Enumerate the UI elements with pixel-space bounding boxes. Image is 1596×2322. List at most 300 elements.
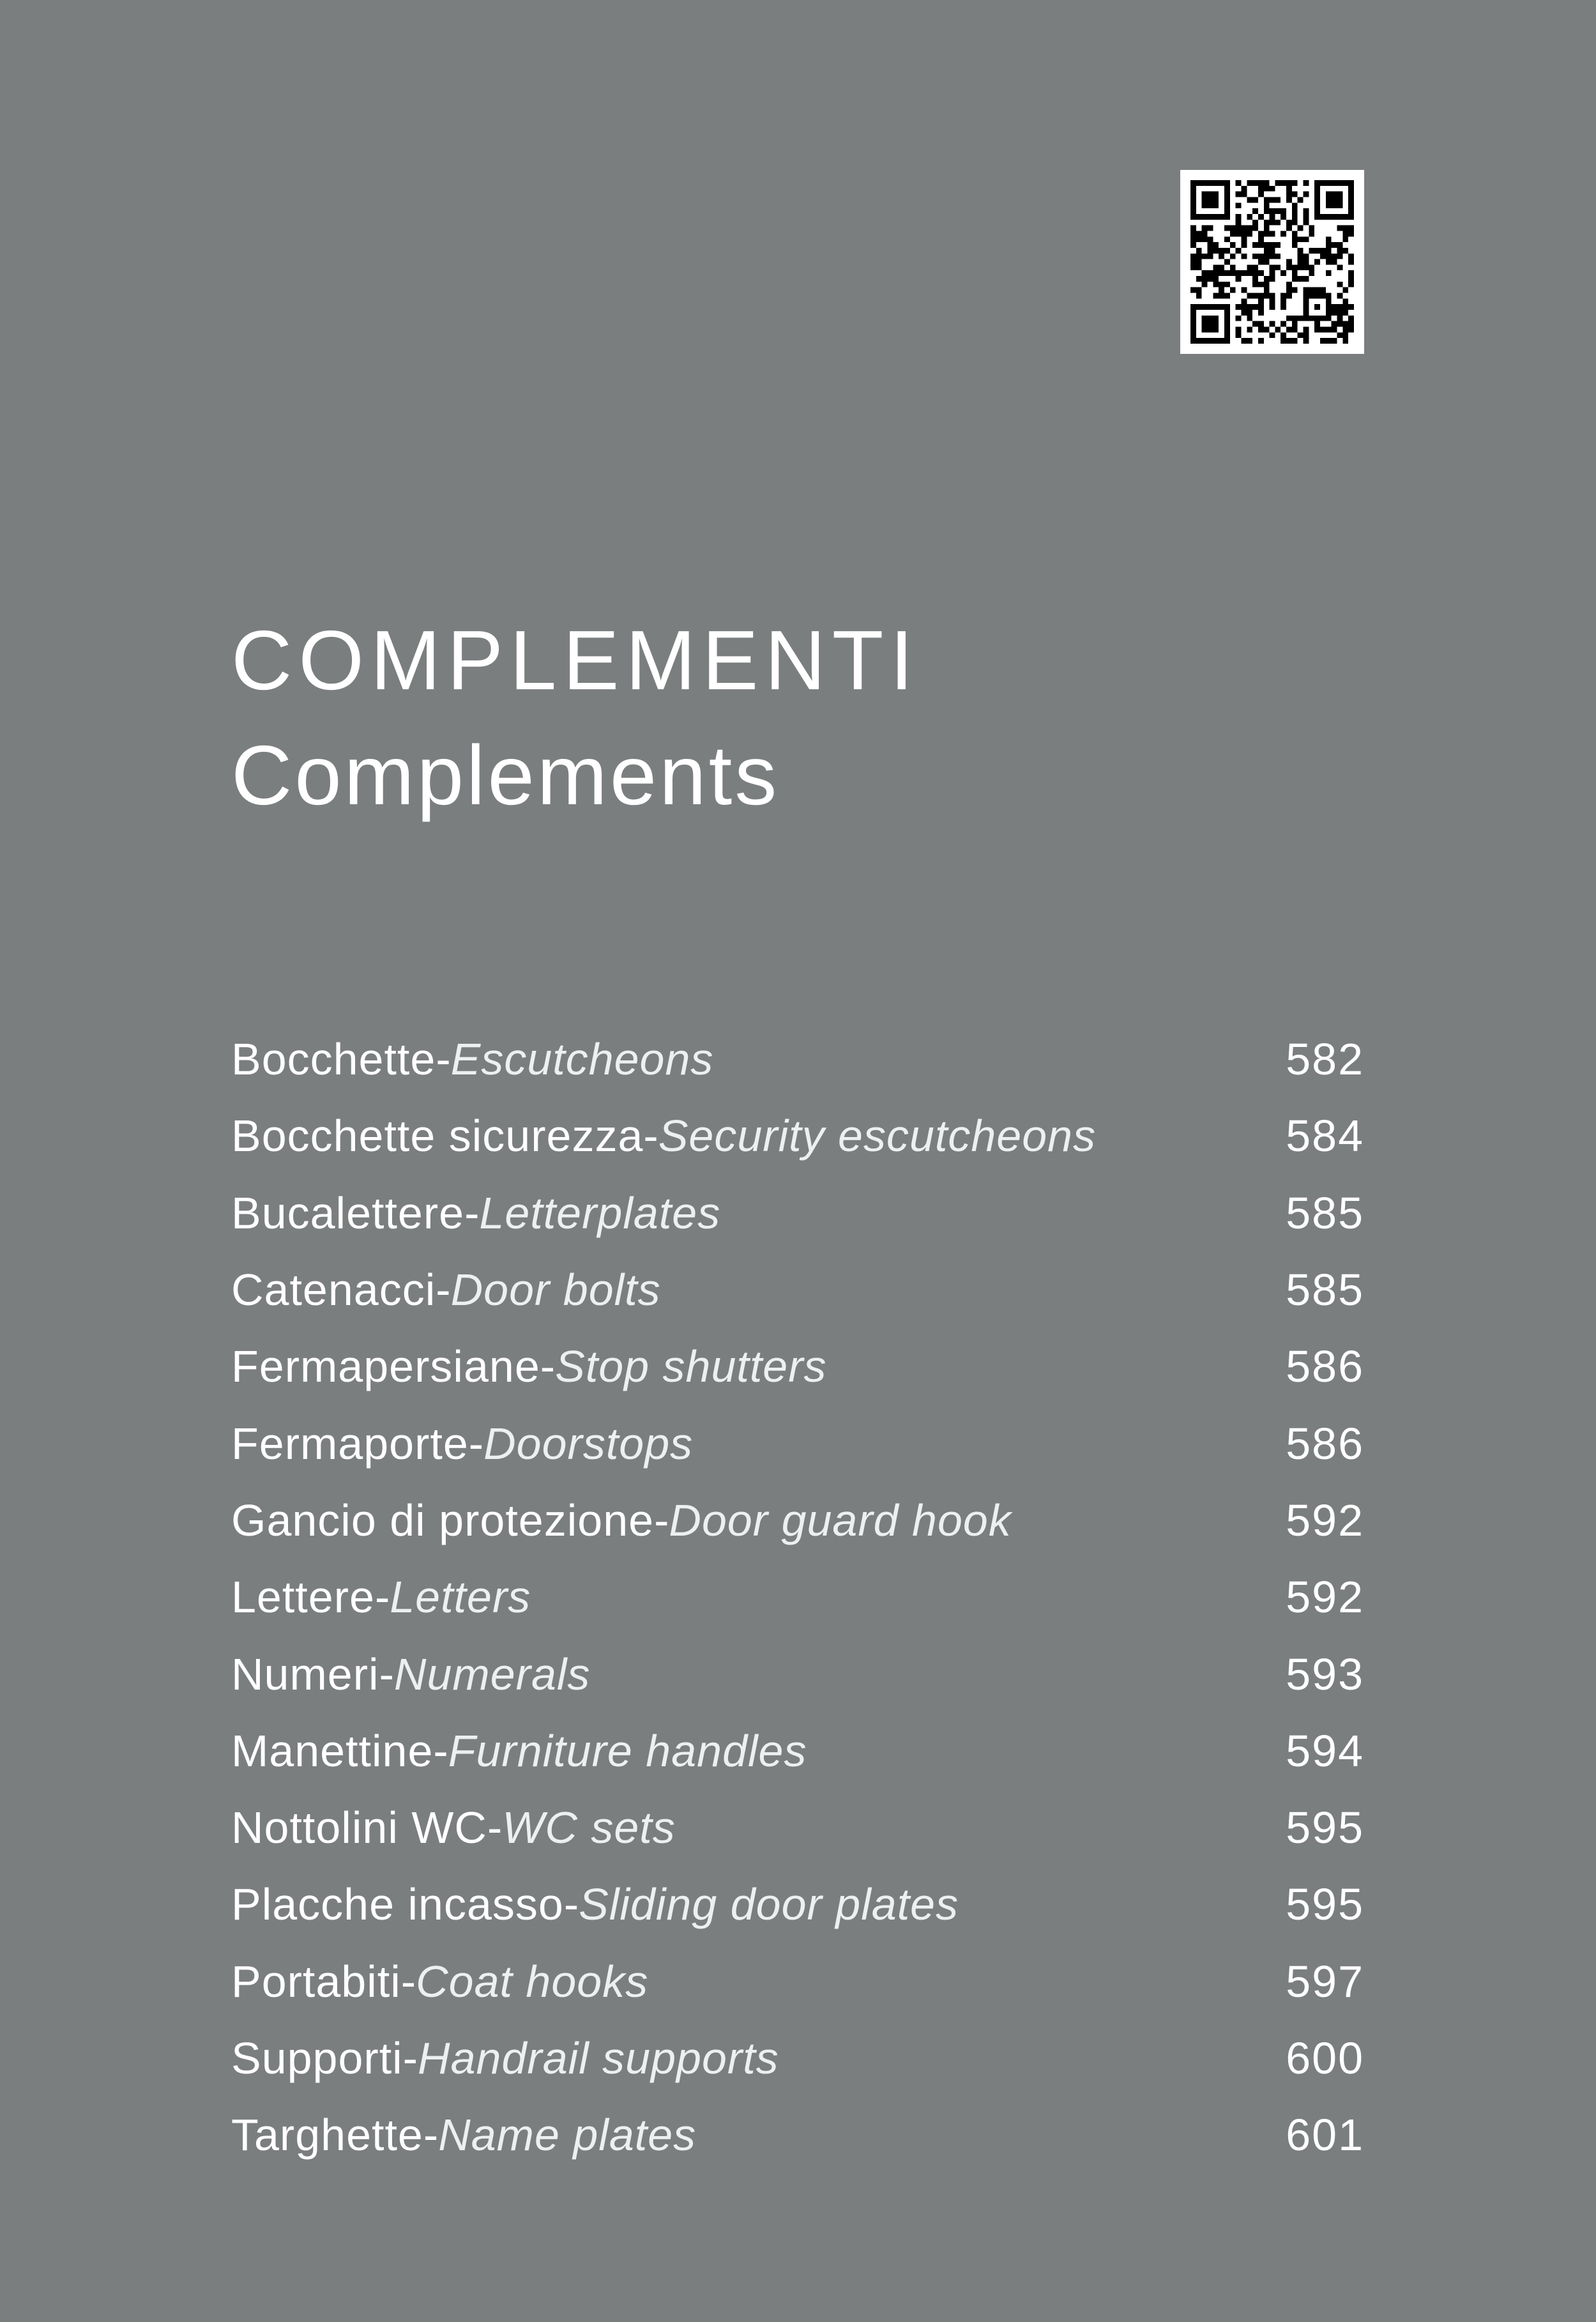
qr-module: [1281, 338, 1286, 344]
english-label: Letterplates: [479, 1188, 721, 1238]
list-item[interactable]: [231, 1175, 1364, 1251]
qr-module: [1202, 270, 1208, 276]
qr-module: [1314, 186, 1320, 192]
qr-module: [1320, 338, 1326, 344]
qr-module: [1332, 259, 1337, 265]
qr-module: [1286, 287, 1292, 293]
qr-module: [1275, 242, 1281, 248]
label-separator: -: [374, 1572, 390, 1623]
qr-module: [1196, 259, 1202, 265]
qr-module: [1348, 270, 1354, 276]
qr-module: [1202, 214, 1208, 220]
qr-module: [1286, 186, 1292, 192]
qr-module: [1348, 276, 1354, 282]
qr-module: [1298, 276, 1303, 282]
qr-module: [1196, 293, 1202, 299]
qr-module: [1252, 321, 1258, 327]
qr-module: [1275, 220, 1281, 225]
qr-module: [1332, 321, 1337, 327]
qr-module: [1224, 214, 1230, 220]
qr-module: [1207, 214, 1213, 220]
label-separator: -: [563, 1879, 579, 1930]
qr-module: [1258, 180, 1264, 186]
qr-module: [1252, 254, 1258, 259]
qr-module: [1252, 197, 1258, 202]
qr-module: [1264, 202, 1270, 208]
qr-module: [1286, 282, 1292, 287]
qr-module: [1264, 186, 1270, 192]
qr-module: [1196, 248, 1202, 254]
qr-module: [1247, 231, 1252, 236]
qr-module: [1303, 338, 1309, 344]
list-item[interactable]: [231, 1559, 1364, 1635]
qr-module: [1286, 180, 1292, 186]
qr-module: [1247, 270, 1252, 276]
qr-module: [1224, 332, 1230, 338]
qr-module: [1292, 327, 1298, 333]
qr-module: [1196, 236, 1202, 242]
qr-module: [1196, 264, 1202, 270]
qr-module: [1224, 293, 1230, 299]
qr-module: [1258, 270, 1264, 276]
qr-module: [1258, 327, 1264, 333]
qr-module: [1264, 259, 1270, 265]
qr-module: [1224, 192, 1230, 197]
qr-module: [1190, 321, 1196, 327]
qr-module: [1342, 332, 1348, 338]
qr-module: [1348, 197, 1354, 202]
qr-code-icon[interactable]: [1180, 170, 1364, 354]
qr-module: [1196, 338, 1202, 344]
qr-module: [1337, 316, 1343, 321]
qr-module: [1303, 287, 1309, 293]
qr-module: [1303, 208, 1309, 214]
qr-module: [1342, 214, 1348, 220]
qr-module: [1202, 254, 1208, 259]
qr-module: [1348, 192, 1354, 197]
qr-module: [1303, 220, 1309, 225]
qr-module: [1190, 310, 1196, 316]
english-label: Stop shutters: [555, 1341, 827, 1392]
qr-module: [1270, 197, 1275, 202]
qr-module: [1303, 316, 1309, 321]
qr-module: [1258, 231, 1264, 236]
qr-module: [1219, 338, 1224, 344]
qr-module: [1213, 338, 1219, 344]
qr-module: [1202, 192, 1208, 197]
label-separator: -: [540, 1341, 556, 1392]
list-item[interactable]: [231, 1021, 1364, 1097]
qr-module: [1230, 270, 1236, 276]
qr-module: [1224, 202, 1230, 208]
qr-module: [1298, 259, 1303, 265]
list-item[interactable]: [231, 1328, 1364, 1405]
qr-module: [1309, 316, 1314, 321]
qr-module: [1326, 197, 1332, 202]
qr-module: [1190, 225, 1196, 231]
qr-module: [1190, 254, 1196, 259]
qr-module: [1342, 327, 1348, 333]
qr-module: [1303, 327, 1309, 333]
qr-module: [1337, 264, 1343, 270]
italian-label: Nottolini WC: [231, 1803, 487, 1853]
qr-module: [1207, 254, 1213, 259]
qr-module: [1224, 327, 1230, 333]
qr-module: [1190, 259, 1196, 265]
qr-module: [1320, 214, 1326, 220]
qr-module: [1190, 214, 1196, 220]
qr-module: [1286, 316, 1292, 321]
list-item[interactable]: [231, 1713, 1364, 1789]
qr-module: [1298, 316, 1303, 321]
qr-module: [1332, 338, 1337, 344]
qr-module: [1275, 264, 1281, 270]
qr-module: [1281, 332, 1286, 338]
qr-module: [1348, 254, 1354, 259]
qr-module: [1247, 293, 1252, 299]
qr-module: [1326, 293, 1332, 299]
qr-module: [1303, 298, 1309, 304]
qr-module: [1264, 282, 1270, 287]
italian-label: Manettine: [231, 1725, 434, 1776]
qr-module: [1236, 332, 1242, 338]
qr-module: [1326, 236, 1332, 242]
qr-module: [1270, 270, 1275, 276]
qr-module: [1213, 214, 1219, 220]
italian-label: Bocchette: [231, 1034, 436, 1085]
qr-module: [1332, 180, 1337, 186]
qr-module: [1207, 248, 1213, 254]
qr-module: [1213, 242, 1219, 248]
qr-module: [1224, 321, 1230, 327]
qr-module: [1342, 248, 1348, 254]
italian-label: Bocchette sicurezza: [231, 1111, 644, 1161]
qr-module: [1202, 338, 1208, 344]
qr-module: [1332, 304, 1337, 310]
qr-module: [1190, 316, 1196, 321]
qr-module: [1342, 321, 1348, 327]
qr-module: [1196, 214, 1202, 220]
qr-module: [1241, 192, 1247, 197]
list-item[interactable]: [231, 2097, 1364, 2173]
qr-module: [1252, 304, 1258, 310]
qr-module: [1303, 254, 1309, 259]
qr-module: [1314, 259, 1320, 265]
page-number: 586: [1286, 1341, 1364, 1392]
qr-module: [1264, 254, 1270, 259]
qr-module: [1213, 276, 1219, 282]
qr-module: [1292, 220, 1298, 225]
qr-module: [1247, 180, 1252, 186]
qr-module: [1303, 192, 1309, 197]
qr-module: [1348, 225, 1354, 231]
qr-module: [1348, 327, 1354, 333]
qr-module: [1270, 321, 1275, 327]
italian-label: Gancio di protezione: [231, 1495, 655, 1545]
qr-module: [1196, 287, 1202, 293]
qr-module: [1202, 225, 1208, 231]
qr-module: [1270, 231, 1275, 236]
qr-module: [1337, 225, 1343, 231]
qr-module: [1247, 310, 1252, 316]
english-label: Security escutcheons: [658, 1111, 1097, 1161]
label-separator: -: [433, 1725, 448, 1776]
english-label: Furniture handles: [448, 1725, 807, 1776]
qr-module: [1213, 321, 1219, 327]
qr-module: [1326, 259, 1332, 265]
qr-module: [1202, 276, 1208, 282]
label-separator: -: [487, 1803, 503, 1853]
qr-module: [1332, 327, 1337, 333]
qr-module: [1270, 254, 1275, 259]
qr-module: [1298, 332, 1303, 338]
qr-module: [1202, 236, 1208, 242]
qr-module: [1286, 259, 1292, 265]
qr-module: [1326, 242, 1332, 248]
qr-module: [1190, 236, 1196, 242]
page-number: 600: [1286, 2033, 1364, 2083]
qr-module: [1292, 338, 1298, 344]
qr-module: [1247, 304, 1252, 310]
qr-module: [1241, 254, 1247, 259]
qr-module: [1190, 332, 1196, 338]
qr-module: [1348, 231, 1354, 236]
qr-module: [1332, 254, 1337, 259]
qr-module: [1332, 214, 1337, 220]
qr-module: [1207, 225, 1213, 231]
qr-module: [1309, 287, 1314, 293]
qr-module: [1230, 287, 1236, 293]
qr-module: [1196, 254, 1202, 259]
qr-module: [1264, 287, 1270, 293]
qr-module: [1326, 214, 1332, 220]
qr-module: [1270, 214, 1275, 220]
english-label: Coat hooks: [416, 1956, 649, 2006]
qr-module: [1241, 225, 1247, 231]
list-item[interactable]: [231, 1482, 1364, 1559]
qr-module: [1326, 180, 1332, 186]
page-number: 586: [1286, 1418, 1364, 1469]
qr-module: [1202, 180, 1208, 186]
section-title: COMPLEMENTI: [231, 613, 920, 707]
qr-module: [1314, 248, 1320, 254]
qr-module: [1241, 298, 1247, 304]
qr-module: [1207, 242, 1213, 248]
qr-module: [1213, 316, 1219, 321]
qr-module: [1292, 321, 1298, 327]
qr-module: [1258, 186, 1264, 192]
qr-module: [1281, 180, 1286, 186]
label-separator: -: [436, 1265, 451, 1315]
qr-module: [1207, 270, 1213, 276]
list-item[interactable]: [231, 1943, 1364, 2020]
qr-module: [1190, 338, 1196, 344]
qr-module: [1219, 304, 1224, 310]
qr-module: [1292, 276, 1298, 282]
qr-module: [1309, 225, 1314, 231]
italian-label: Bucalettere: [231, 1188, 465, 1238]
qr-module: [1224, 197, 1230, 202]
label-separator: -: [436, 1034, 451, 1085]
qr-module: [1320, 287, 1326, 293]
qr-module: [1314, 208, 1320, 214]
qr-module: [1236, 304, 1242, 310]
qr-module: [1207, 338, 1213, 344]
qr-module: [1281, 321, 1286, 327]
qr-module: [1275, 208, 1281, 214]
qr-module: [1264, 225, 1270, 231]
qr-module: [1258, 192, 1264, 197]
qr-module: [1236, 192, 1242, 197]
qr-module: [1241, 270, 1247, 276]
qr-module: [1326, 192, 1332, 197]
qr-module: [1326, 298, 1332, 304]
qr-module: [1219, 264, 1224, 270]
page-number: 592: [1286, 1572, 1364, 1623]
qr-module: [1252, 220, 1258, 225]
italian-label: Placche incasso: [231, 1879, 564, 1930]
qr-module: [1213, 248, 1219, 254]
qr-module: [1348, 202, 1354, 208]
page-number: 582: [1286, 1034, 1364, 1085]
qr-module: [1348, 316, 1354, 321]
italian-label: Portabiti: [231, 1956, 401, 2006]
qr-module: [1258, 214, 1264, 220]
qr-module: [1326, 248, 1332, 254]
qr-module: [1202, 202, 1208, 208]
qr-module: [1320, 316, 1326, 321]
qr-module: [1264, 327, 1270, 333]
qr-module: [1326, 338, 1332, 344]
qr-module: [1241, 338, 1247, 344]
qr-module: [1292, 242, 1298, 248]
list-item[interactable]: [231, 1635, 1364, 1712]
qr-module: [1190, 197, 1196, 202]
qr-module: [1264, 220, 1270, 225]
english-label: Door guard hook: [669, 1495, 1012, 1545]
qr-module: [1224, 316, 1230, 321]
qr-module: [1219, 180, 1224, 186]
list-item[interactable]: [231, 1789, 1364, 1866]
qr-module: [1207, 321, 1213, 327]
qr-module: [1236, 225, 1242, 231]
qr-module: [1326, 270, 1332, 276]
qr-module: [1258, 282, 1264, 287]
qr-module: [1247, 214, 1252, 220]
qr-module: [1219, 293, 1224, 299]
italian-label: Lettere: [231, 1572, 375, 1623]
qr-module: [1332, 197, 1337, 202]
list-item[interactable]: [231, 1866, 1364, 1943]
qr-module: [1252, 225, 1258, 231]
list-item[interactable]: [231, 2020, 1364, 2097]
qr-module: [1270, 304, 1275, 310]
qr-module: [1292, 270, 1298, 276]
qr-module: [1230, 264, 1236, 270]
english-label: Handrail supports: [418, 2033, 779, 2083]
qr-module: [1213, 180, 1219, 186]
qr-module: [1303, 214, 1309, 220]
qr-module: [1337, 310, 1343, 316]
qr-module: [1314, 287, 1320, 293]
qr-module: [1332, 242, 1337, 248]
qr-module: [1303, 310, 1309, 316]
qr-module: [1298, 236, 1303, 242]
page-number: 585: [1286, 1188, 1364, 1238]
table-of-contents: [231, 1021, 1364, 2173]
qr-module: [1348, 186, 1354, 192]
qr-module: [1190, 287, 1196, 293]
qr-module: [1320, 248, 1326, 254]
qr-module: [1236, 248, 1242, 254]
qr-module: [1303, 293, 1309, 299]
label-separator: -: [402, 2033, 418, 2083]
qr-module: [1292, 202, 1298, 208]
qr-module: [1224, 270, 1230, 276]
qr-module: [1275, 254, 1281, 259]
qr-module: [1303, 332, 1309, 338]
qr-module: [1207, 327, 1213, 333]
qr-module: [1213, 293, 1219, 299]
page-number: 584: [1286, 1111, 1364, 1161]
page-number: 601: [1286, 2110, 1364, 2160]
label-separator: -: [423, 2110, 439, 2160]
qr-module: [1320, 293, 1326, 299]
qr-module: [1202, 316, 1208, 321]
qr-module: [1292, 180, 1298, 186]
qr-module: [1320, 180, 1326, 186]
qr-module: [1309, 264, 1314, 270]
qr-module: [1213, 202, 1219, 208]
qr-module: [1348, 282, 1354, 287]
qr-module: [1342, 304, 1348, 310]
list-item[interactable]: [231, 1097, 1364, 1174]
qr-module: [1286, 220, 1292, 225]
english-label: Numerals: [393, 1649, 591, 1699]
qr-module: [1314, 321, 1320, 327]
qr-module: [1342, 287, 1348, 293]
qr-module: [1264, 276, 1270, 282]
qr-module: [1320, 254, 1326, 259]
qr-module: [1264, 197, 1270, 202]
qr-module: [1247, 338, 1252, 344]
qr-module: [1247, 327, 1252, 333]
qr-module: [1247, 316, 1252, 321]
qr-module: [1342, 338, 1348, 344]
list-item[interactable]: [231, 1251, 1364, 1328]
qr-module: [1224, 282, 1230, 287]
list-item[interactable]: [231, 1405, 1364, 1481]
qr-module: [1202, 321, 1208, 327]
qr-module: [1252, 270, 1258, 276]
qr-module: [1213, 197, 1219, 202]
qr-module: [1348, 214, 1354, 220]
qr-module: [1258, 338, 1264, 344]
qr-module: [1252, 208, 1258, 214]
qr-module: [1213, 270, 1219, 276]
qr-module: [1326, 254, 1332, 259]
qr-module: [1213, 264, 1219, 270]
qr-module: [1236, 270, 1242, 276]
qr-module: [1224, 310, 1230, 316]
qr-module: [1286, 264, 1292, 270]
qr-module: [1275, 327, 1281, 333]
qr-module: [1207, 236, 1213, 242]
label-separator: -: [400, 1956, 416, 2006]
english-label: Doorstops: [483, 1418, 694, 1469]
qr-module: [1224, 236, 1230, 242]
qr-module: [1303, 180, 1309, 186]
